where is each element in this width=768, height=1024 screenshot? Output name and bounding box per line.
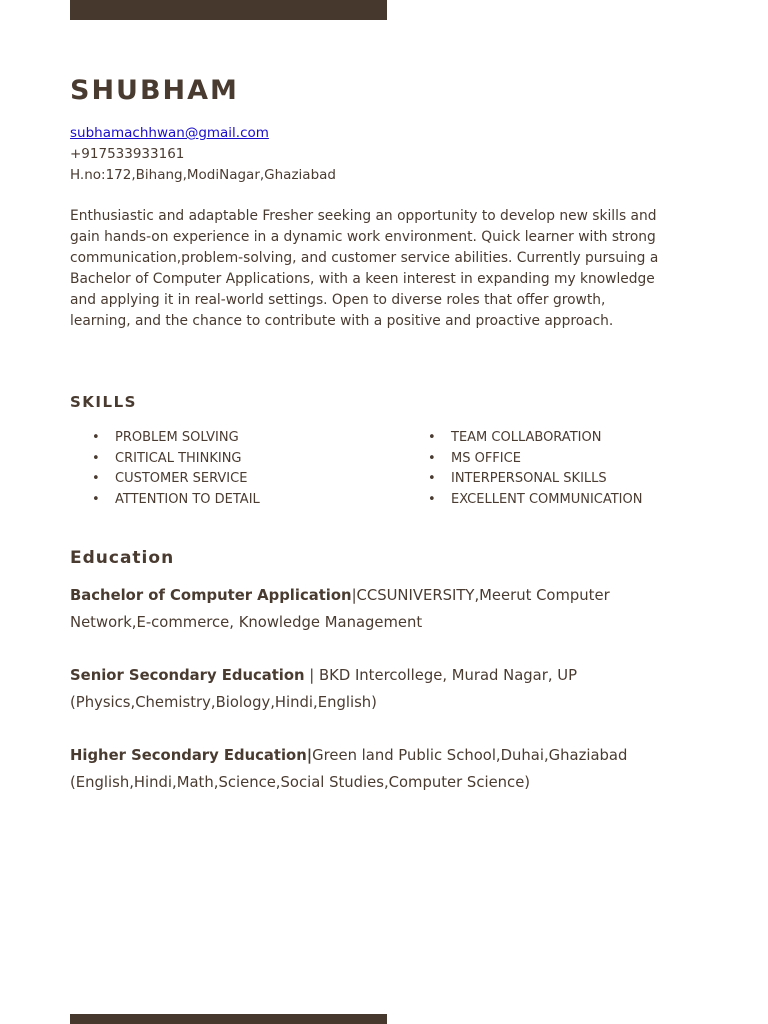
email-link[interactable]: subhamachhwan@gmail.com	[70, 125, 269, 141]
bullet-icon: •	[428, 492, 436, 508]
skill-item: • CRITICAL THINKING	[92, 449, 260, 470]
education-entry-senior-secondary	[70, 663, 630, 716]
degree-title: Bachelor of Computer Application	[70, 587, 352, 604]
skills-heading: SKILLS	[70, 393, 137, 411]
bullet-icon: •	[428, 471, 436, 487]
skill-item: • TEAM COLLABORATION	[428, 428, 642, 449]
bullet-icon: •	[92, 492, 100, 508]
skill-item: • PROBLEM SOLVING	[92, 428, 260, 449]
degree-title: Higher Secondary Education|	[70, 747, 313, 764]
skill-item: • CUSTOMER SERVICE	[92, 469, 260, 490]
address: H.no:172,Bihang,ModiNagar,Ghaziabad	[70, 167, 336, 183]
education-entry-bachelor	[70, 583, 630, 636]
bullet-icon: •	[428, 450, 436, 466]
professional-summary: Enthusiastic and adaptable Fresher seeking an opportunity to develop new skills and gain hands-on experience in a dynamic work environment. Quick learner with strong communication,problem-solving, and customer service abilities. Currently pursuing a Bachelor of Computer Applications, with a keen interest in expanding my knowledge and applying it in real-world settings. Open to diverse roles that offer growth, learning, and the chance to contribute with a positive and proactive approach.	[70, 208, 659, 329]
education-entry-higher-secondary	[70, 743, 630, 796]
skills-list-right	[428, 428, 642, 511]
skill-item: • EXCELLENT COMMUNICATION	[428, 490, 642, 511]
degree-details: | BKD Intercollege, Murad Nagar, UP (Physics,Chemistry,Biology,Hindi,English)	[70, 667, 577, 711]
bullet-icon: •	[92, 471, 100, 487]
bullet-icon: •	[92, 430, 100, 445]
phone-number: +917533933161	[70, 146, 185, 162]
bullet-icon: •	[92, 450, 100, 466]
skill-item: • ATTENTION TO DETAIL	[92, 490, 260, 511]
degree-details: |CCSUNIVERSITY,Meerut Computer Network,E-commerce, Knowledge Management	[70, 587, 610, 631]
bullet-icon: •	[428, 430, 436, 445]
degree-details: Green land Public School,Duhai,Ghaziabad (English,Hindi,Math,Science,Social Studies,Computer Science)	[70, 747, 628, 791]
skill-item: • INTERPERSONAL SKILLS	[428, 469, 642, 490]
contact-block	[70, 123, 336, 186]
skills-list-left	[92, 428, 260, 511]
top-decorative-bar	[70, 0, 387, 20]
skill-item: • MS OFFICE	[428, 449, 642, 470]
bottom-decorative-bar	[70, 1014, 387, 1024]
candidate-name: SHUBHAM	[70, 75, 239, 106]
degree-title: Senior Secondary Education	[70, 667, 305, 684]
education-heading: Education	[70, 548, 175, 568]
